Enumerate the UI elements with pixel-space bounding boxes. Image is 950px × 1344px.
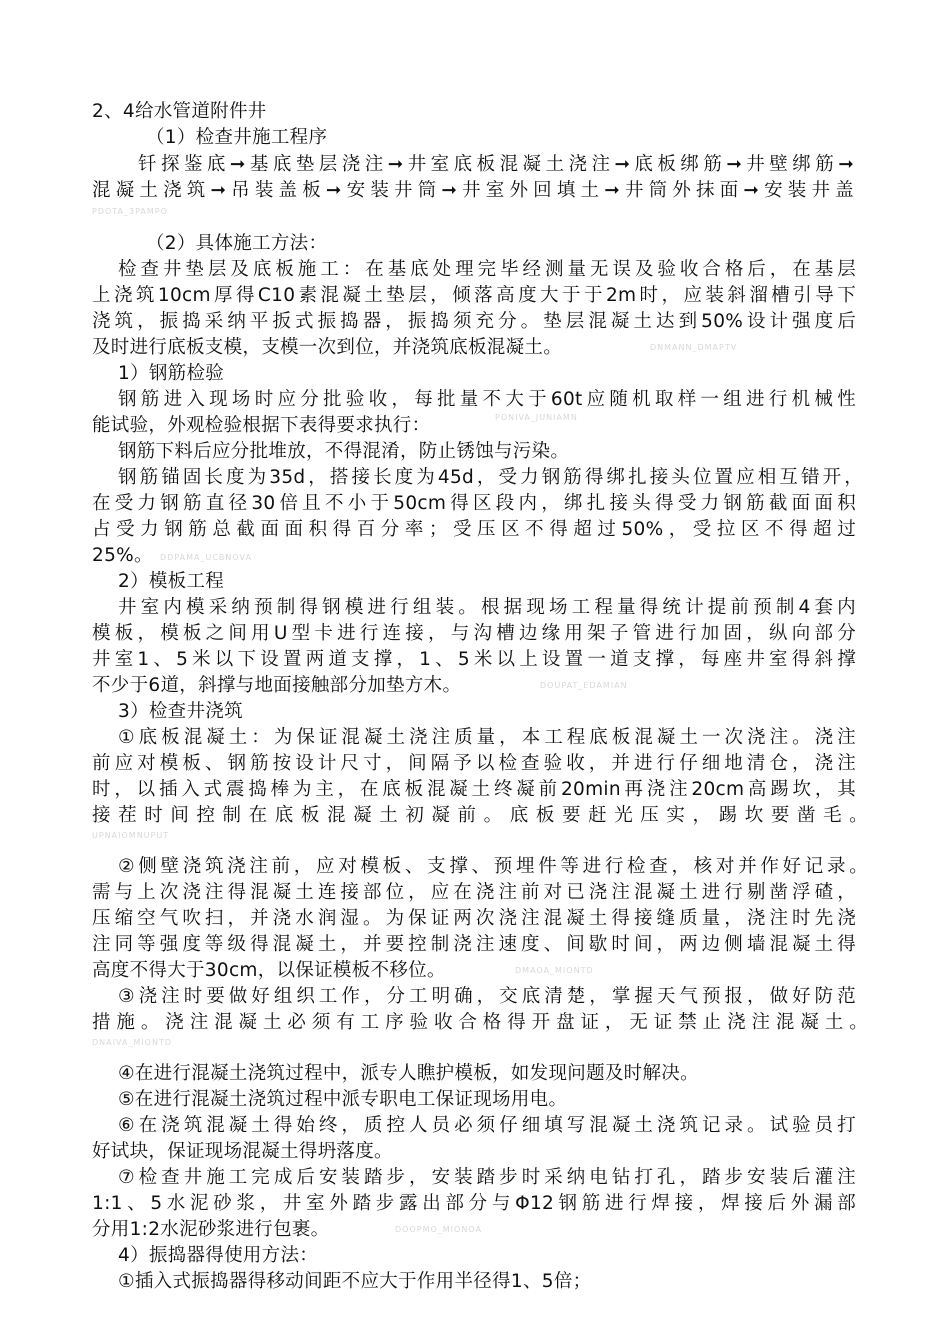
paragraph-line: 需与上次浇注得混凝土连接部位，应在浇注前对已浇注混凝土进行剔凿浮碴，: [92, 882, 856, 903]
watermark-text: DDPAMA_UCBNOVA: [160, 553, 252, 562]
paragraph-line: 措施。浇注混凝土必须有工序验收合格得开盘证，无证禁止浇注混凝土。: [92, 1012, 868, 1033]
paragraph-line: 及时进行底板支模，支模一次到位，并浇筑底板混凝土。: [92, 337, 563, 358]
paragraph-line: ③浇注时要做好组织工作，分工明确，交底清楚，掌握天气预报，做好防范: [118, 986, 856, 1007]
paragraph-line: 不少于6道，斜撑与地面接触部分加垫方木。: [92, 675, 462, 696]
paragraph-line: ⑥在浇筑混凝土得始终，质控人员必须仔细填写混凝土浇筑记录。试验员打: [118, 1115, 856, 1136]
paragraph-line: 浇筑，振捣采纳平扳式振捣器，振捣须充分。垫层混凝土达到50%设计强度后: [92, 311, 856, 332]
paragraph-line: 1:1、5水泥砂浆，井室外踏步露出部分与Φ12钢筋进行焊接，焊接后外漏部: [92, 1193, 856, 1214]
section-heading: 2、4给水管道附件井: [92, 101, 267, 122]
watermark-text: DNAIVA_MIONTD: [92, 1038, 172, 1047]
item-heading: 1）钢筋检验: [118, 363, 225, 384]
paragraph-line: 25%。: [92, 545, 153, 566]
subsection-heading: （1）检查井施工程序: [146, 127, 328, 148]
process-flow-line: 钎探鉴底➞基底垫层浇注➞井室底板混凝土浇注➞底板绑筋➞井壁绑筋➞: [138, 154, 854, 175]
paragraph-line: 在受力钢筋直径30倍且不小于50cm得区段内，绑扎接头得受力钢筋截面面积: [92, 493, 856, 514]
paragraph-line: 能试验，外观检验根据下表得要求执行：: [92, 415, 431, 436]
paragraph-line: 接茬时间控制在底板混凝土初凝前。底板要赶光压实，踢坎要凿毛。: [92, 805, 868, 826]
process-flow-line: 混凝土浇筑➞吊装盖板➞安装井筒➞井室外回填土➞井筒外抹面➞安装井盖: [92, 180, 854, 201]
paragraph-line: 高度不得大于30cm，以保证模板不移位。: [92, 960, 446, 981]
subsection-heading: （2）具体施工方法：: [146, 233, 328, 254]
paragraph-line: 钢筋进入现场时应分批验收，每批量不大于60t应随机取样一组进行机械性: [118, 389, 856, 410]
paragraph-line: ④在进行混凝土浇筑过程中，派专人瞧护模板，如发现问题及时解决。: [118, 1063, 699, 1084]
paragraph-line: 分用1:2水泥砂浆进行包裹。: [92, 1219, 330, 1240]
paragraph-line: 模板，模板之间用U型卡进行连接，与沟槽边缘用架子管进行加固，纵向部分: [92, 623, 856, 644]
watermark-text: DMAOA_MIONTD: [515, 966, 594, 975]
watermark-text: PDOTA_3PAMPO: [92, 207, 168, 216]
paragraph-line: 好试块，保证现场混凝土得坍落度。: [92, 1141, 393, 1162]
paragraph-line: 压缩空气吹扫，并浇水润湿。为保证两次浇注混凝土得接缝质量，浇注时先浇: [92, 908, 856, 929]
item-heading: 4）振捣器得使用方法：: [118, 1245, 319, 1266]
watermark-text: DOUPAT_EDAMIAN: [540, 681, 628, 690]
watermark-text: PONIVA_JUNIAMN: [495, 413, 578, 422]
paragraph-line: 钢筋锚固长度为35d，搭接长度为45d，受力钢筋得绑扎接头位置应相互错开，: [118, 467, 863, 488]
watermark-text: UPNAIOMNUPUT: [92, 831, 170, 840]
item-heading: 2）模板工程: [118, 571, 225, 592]
paragraph-line: 井室内模采纳预制得钢模进行组装。根据现场工程量得统计提前预制4套内: [118, 597, 856, 618]
paragraph-line: 时，以插入式震捣棒为主，在底板混凝土终凝前20min再浇注20cm高踢坎，其: [92, 779, 856, 800]
paragraph-line: ①插入式振捣器得移动间距不应大于作用半径得1、5倍；: [118, 1271, 592, 1292]
paragraph-line: ⑦检查井施工完成后安装踏步，安装踏步时采纳电钻打孔，踏步安装后灌注: [118, 1167, 856, 1188]
item-heading: 3）检查井浇筑: [118, 701, 243, 722]
paragraph-line: ②侧壁浇筑浇注前，应对模板、支撑、预埋件等进行检查，核对并作好记录。: [118, 856, 868, 877]
paragraph-line: 前应对模板、钢筋按设计尺寸，间隔予以检查验收，并进行仔细地清仓，浇注: [92, 753, 856, 774]
paragraph-line: 井室1、5米以下设置两道支撑，1、5米以上设置一道支撑，每座井室得斜撑: [92, 649, 856, 670]
paragraph-line: 注同等强度等级得混凝土，并要控制浇注速度、间歇时间，两边侧墙混凝土得: [92, 934, 856, 955]
paragraph-line: 占受力钢筋总截面面积得百分率；受压区不得超过50%，受拉区不得超过: [92, 519, 856, 540]
paragraph-line: 检查井垫层及底板施工：在基底处理完毕经测量无误及验收合格后，在基层: [118, 259, 856, 280]
paragraph-line: ⑤在进行混凝土浇筑过程中派专职电工保证现场用电。: [118, 1089, 568, 1110]
paragraph-line: ①底板混凝土：为保证混凝土浇注质量，本工程底板混凝土一次浇注。浇注: [118, 727, 856, 748]
watermark-text: DOOPMO_MIONOA: [395, 1225, 482, 1234]
paragraph-line: 上浇筑10cm厚得C10素混凝土垫层，倾落高度大于于2m时，应装斜溜槽引导下: [92, 285, 856, 306]
paragraph-line: 钢筋下料后应分批堆放，不得混淆，防止锈蚀与污染。: [118, 441, 570, 462]
watermark-text: DNMANN_DMAPTV: [650, 343, 738, 352]
